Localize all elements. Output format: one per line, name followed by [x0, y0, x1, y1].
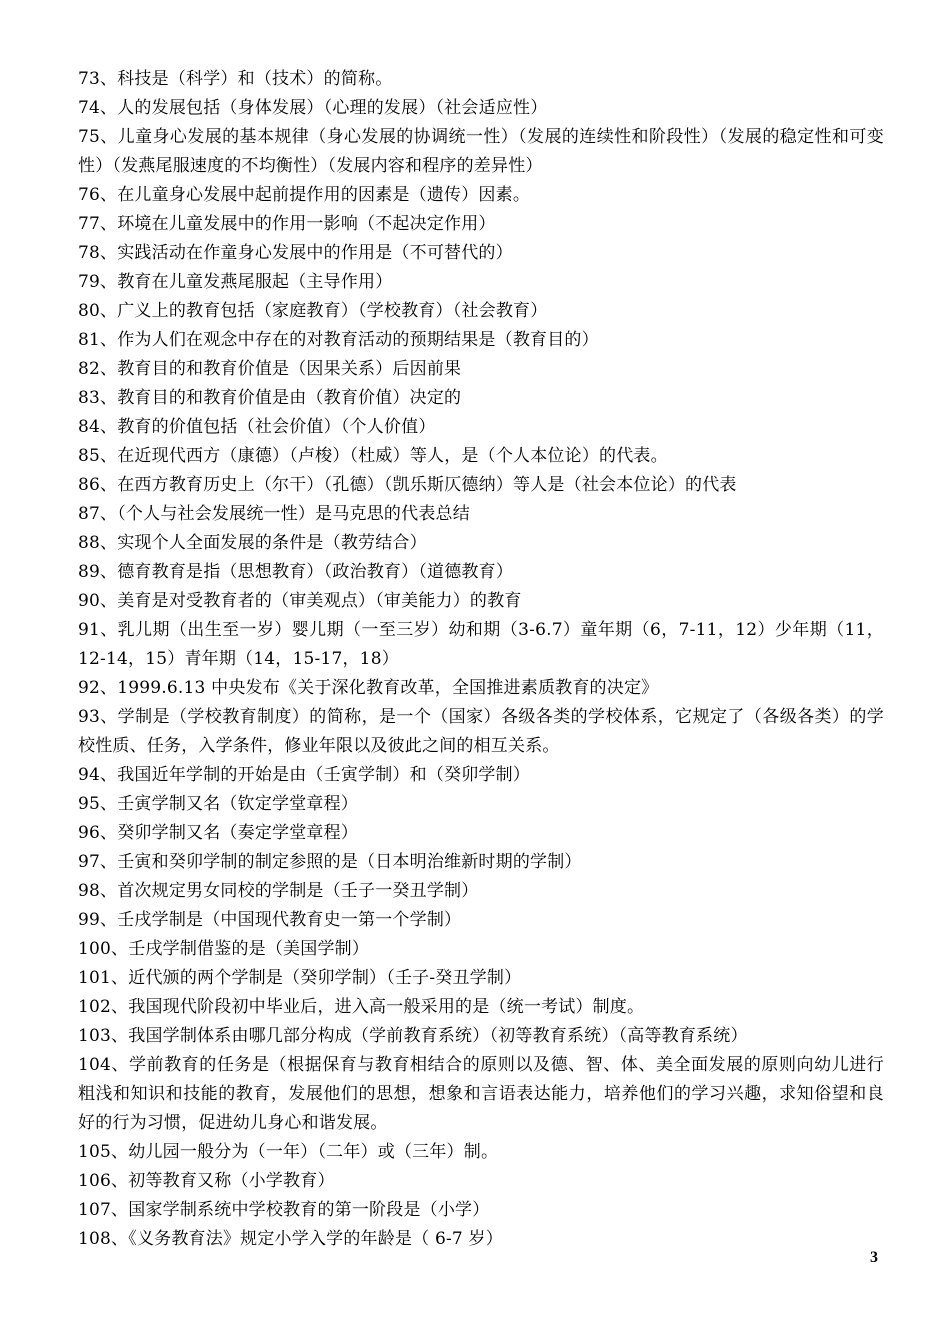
list-item: 91、乳儿期（出生至一岁）婴儿期（一至三岁）幼和期（3-6.7）童年期（6，7-11，12）少年期（11，12-14，15）青年期（14，15-17，18）: [78, 620, 884, 669]
list-item: 102、我国现代阶段初中毕业后，进入高一般采用的是（统一考试）制度。: [78, 997, 645, 1017]
page-number: 3: [870, 1249, 878, 1266]
list-item: 96、癸卯学制又名（奏定学堂章程）: [78, 823, 359, 843]
list-item: 106、初等教育又称（小学教育）: [78, 1171, 335, 1191]
list-item: 78、实践活动在作童身心发展中的作用是（不可替代的）: [78, 243, 513, 263]
list-item: 76、在儿童身心发展中起前提作用的因素是（遗传）因素。: [78, 185, 531, 205]
list-item: 98、首次规定男女同校的学制是（壬子一癸丑学制）: [78, 881, 479, 901]
list-item: 83、教育目的和教育价值是由（教育价值）决定的: [78, 388, 462, 408]
list-item: 103、我国学制体系由哪几部分构成（学前教育系统）（初等教育系统）（高等教育系统）: [78, 1026, 748, 1046]
list-item: 99、壬戌学制是（中国现代教育史一第一个学制）: [78, 910, 462, 930]
list-item: 97、壬寅和癸卯学制的制定参照的是（日本明治维新时期的学制）: [78, 852, 582, 872]
list-item: 92、1999.6.13 中央发布《关于深化教育改革，全国推进素质教育的决定》: [78, 678, 659, 698]
list-item: 94、我国近年学制的开始是由（壬寅学制）和（癸卯学制）: [78, 765, 531, 785]
list-item: 74、人的发展包括（身体发展）（心理的发展）（社会适应性）: [78, 98, 548, 118]
list-item: 86、在西方教育历史上（尔干）（孔德）（凯乐斯仄德纳）等人是（社会本位论）的代表: [78, 475, 737, 495]
list-item: 101、近代颁的两个学制是（癸卯学制）（壬子-癸丑学制）: [78, 968, 522, 988]
list-item: 107、国家学制系统中学校教育的第一阶段是（小学）: [78, 1200, 490, 1220]
list-item: 75、儿童身心发展的基本规律（身心发展的协调统一性）（发展的连续性和阶段性）（发展的稳定性和可变性）（发燕尾服速度的不均衡性）（发展内容和程序的差异性）: [78, 127, 884, 176]
list-item: 81、作为人们在观念中存在的对教育活动的预期结果是（教育目的）: [78, 330, 599, 350]
list-item: 73、科技是（科学）和（技术）的简称。: [78, 69, 393, 89]
list-item: 82、教育目的和教育价值是（因果关系）后因前果: [78, 359, 462, 379]
list-item: 90、美育是对受教育者的（审美观点）（审美能力）的教育: [78, 591, 522, 611]
list-item: 79、教育在儿童发燕尾服起（主导作用）: [78, 272, 393, 292]
list-item: 87、（个人与社会发展统一性）是马克思的代表总结: [78, 504, 470, 524]
list-item: 84、教育的价值包括（社会价值）（个人价值）: [78, 417, 436, 437]
list-item: 104、学前教育的任务是（根据保育与教育相结合的原则以及德、智、体、美全面发展的原则向幼儿进行粗浅和知识和技能的教育，发展他们的思想，想象和言语表达能力，培养他们的学习兴趣，求知俗望和良好的行为习惯，促进幼儿身心和谐发展。: [78, 1055, 884, 1133]
list-item: 77、环境在儿童发展中的作用一影响（不起决定作用）: [78, 214, 496, 234]
list-item: 88、实现个人全面发展的条件是（教劳结合）: [78, 533, 427, 553]
list-item: 80、广义上的教育包括（家庭教育）（学校教育）（社会教育）: [78, 301, 548, 321]
list-item: 89、德育教育是指（思想教育）（政治教育）（道德教育）: [78, 562, 514, 582]
document-body: [78, 65, 884, 1254]
list-item: 100、壬戌学制借鉴的是（美国学制）: [78, 939, 370, 959]
list-item: 95、壬寅学制又名（钦定学堂章程）: [78, 794, 359, 814]
list-item: 85、在近现代西方（康德）（卢梭）（杜威）等人，是（个人本位论）的代表。: [78, 446, 668, 466]
list-item: 93、学制是（学校教育制度）的简称，是一个（国家）各级各类的学校体系，它规定了（各级各类）的学校性质、任务，入学条件，修业年限以及彼此之间的相互关系。: [78, 707, 884, 756]
list-item: 105、幼儿园一般分为（一年）（二年）或（三年）制。: [78, 1142, 499, 1162]
list-item: 108、《义务教育法》规定小学入学的年龄是（ 6-7 岁）: [78, 1229, 503, 1249]
